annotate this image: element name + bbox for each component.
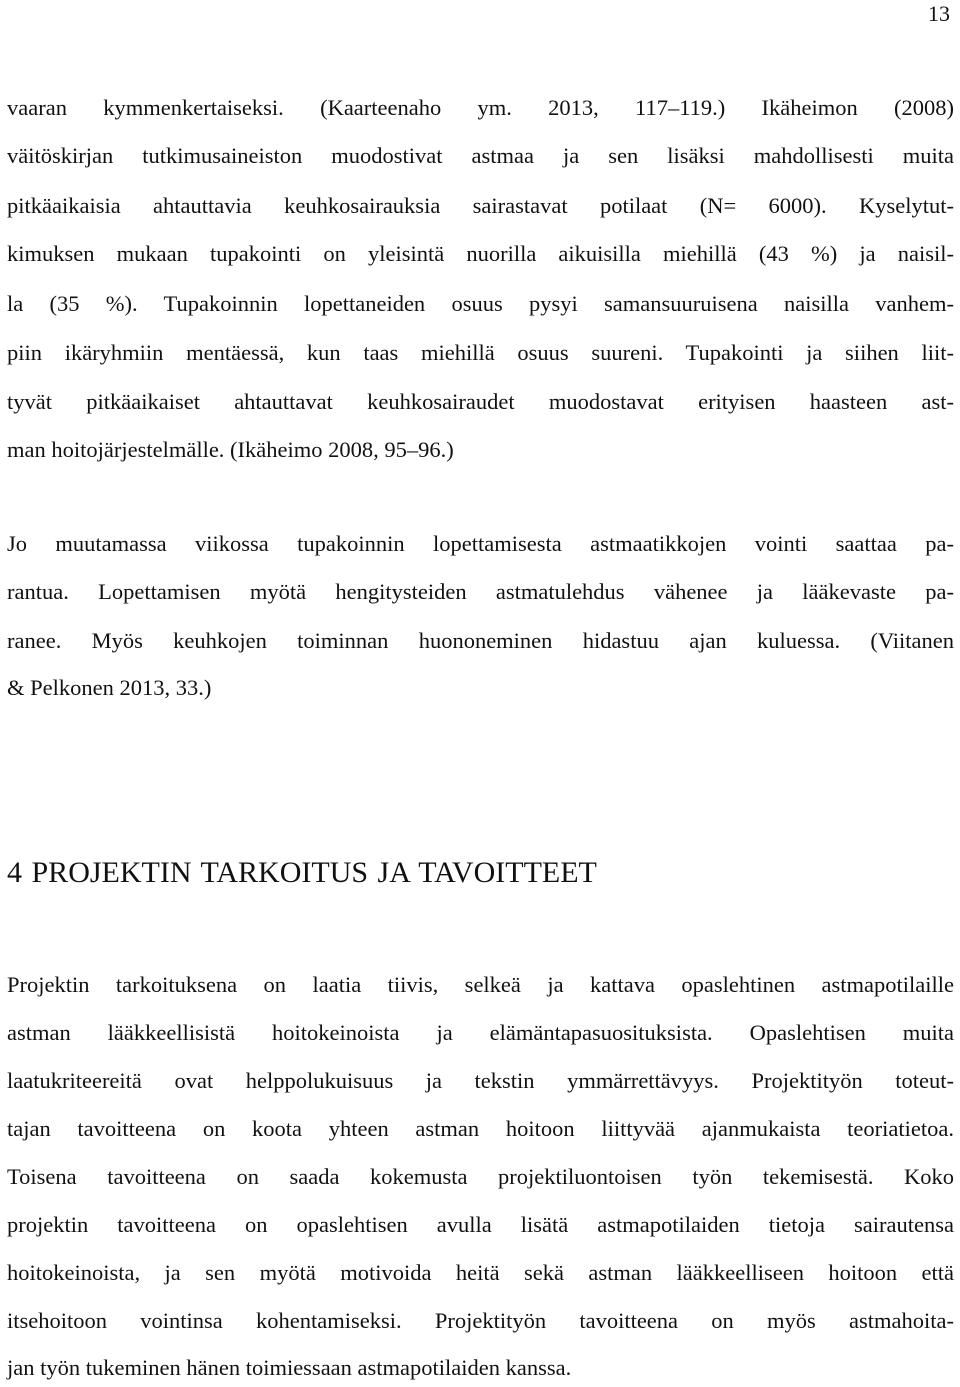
text-line: man hoitojärjestelmälle. (Ikäheimo 2008, 95–96.) [7, 437, 454, 462]
text-line: pitkäaikaisia ahtauttavia keuhkosairauksia sairastavat potilaat (N= 6000). Kyselytut- [7, 193, 954, 218]
text-line: & Pelkonen 2013, 33.) [7, 675, 212, 700]
text-line: Toisena tavoitteena on saada kokemusta projektiluontoisen työn tekemisestä. Koko [7, 1164, 954, 1189]
text-line: piin ikäryhmiin mentäessä, kun taas miehillä osuus suureni. Tupakointi ja siihen liit- [7, 340, 954, 365]
text-line: astman lääkkeellisistä hoitokeinoista ja elämäntapasuosituksista. Opaslehtisen muita [7, 1020, 954, 1045]
text-line: hoitokeinoista, ja sen myötä motivoida heitä sekä astman lääkkeelliseen hoitoon että [7, 1260, 954, 1285]
text-line: Jo muutamassa viikossa tupakoinnin lopettamisesta astmaatikkojen vointi saattaa pa- [7, 531, 954, 556]
text-line: ranee. Myös keuhkojen toiminnan huononeminen hidastuu ajan kuluessa. (Viitanen [7, 628, 954, 653]
text-line: kimuksen mukaan tupakointi on yleisintä nuorilla aikuisilla miehillä (43 %) ja naisil- [7, 241, 954, 266]
text-line: väitöskirjan tutkimusaineiston muodostivat astmaa ja sen lisäksi mahdollisesti muita [7, 143, 954, 168]
text-line: vaaran kymmenkertaiseksi. (Kaarteenaho ym. 2013, 117–119.) Ikäheimon (2008) [7, 95, 954, 120]
text-line: rantua. Lopettamisen myötä hengitysteiden astmatulehdus vähenee ja lääkevaste pa- [7, 579, 954, 604]
page-number: 13 [928, 1, 950, 26]
text-line: itsehoitoon vointinsa kohentamiseksi. Projektityön tavoitteena on myös astmahoita- [7, 1308, 954, 1333]
text-line: jan työn tukeminen hänen toimiessaan astmapotilaiden kanssa. [7, 1355, 572, 1380]
text-line: tyvät pitkäaikaiset ahtauttavat keuhkosairaudet muodostavat erityisen haasteen ast- [7, 389, 954, 414]
text-line: Projektin tarkoituksena on laatia tiivis, selkeä ja kattava opaslehtinen astmapotilaille [7, 972, 954, 997]
text-line: projektin tavoitteena on opaslehtisen avulla lisätä astmapotilaiden tietoja sairautensa [7, 1212, 954, 1237]
text-line: tajan tavoitteena on koota yhteen astman hoitoon liittyvää ajanmukaista teoriatietoa. [7, 1116, 954, 1141]
text-line: la (35 %). Tupakoinnin lopettaneiden osuus pysyi samansuuruisena naisilla vanhem- [7, 291, 954, 316]
text-line: laatukriteereitä ovat helppolukuisuus ja tekstin ymmärrettävyys. Projektityön toteut- [7, 1068, 954, 1093]
section-heading: 4 PROJEKTIN TARKOITUS JA TAVOITTEET [7, 856, 597, 889]
